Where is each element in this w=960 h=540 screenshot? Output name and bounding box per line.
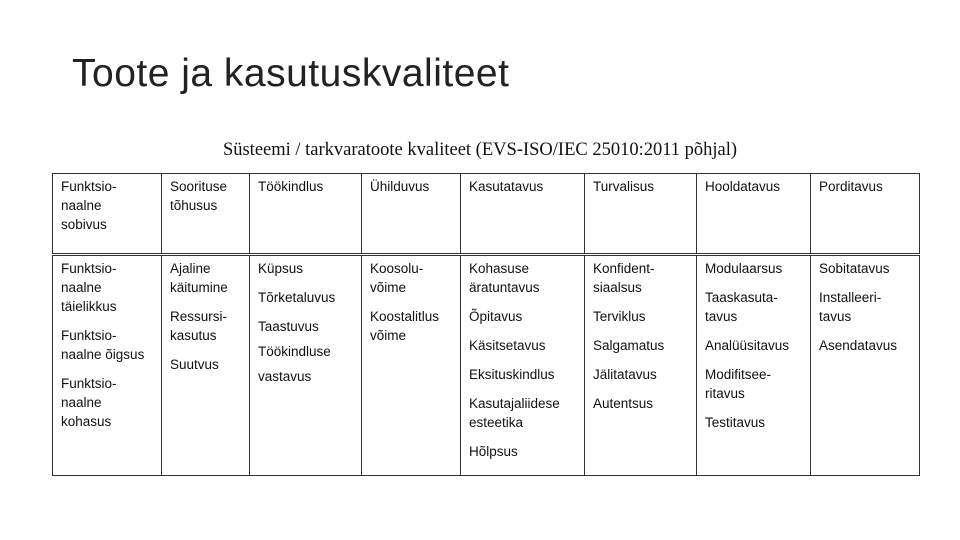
subcharacteristic xyxy=(819,288,914,326)
header-line: Turvalisus xyxy=(593,179,655,194)
subcharacteristic xyxy=(705,259,805,278)
subcharacteristic-line: Ressursi- xyxy=(170,309,228,324)
subcharacteristic-line: Kasutajaliidese xyxy=(469,396,560,411)
subcharacteristic-line: Sobitatavus xyxy=(819,261,890,276)
subcharacteristic-line: Suutvus xyxy=(170,357,219,372)
subcharacteristic xyxy=(469,442,579,461)
subcharacteristics-cell xyxy=(250,255,362,476)
subcharacteristic xyxy=(258,367,356,386)
header-line: Töökindlus xyxy=(258,179,324,194)
subcharacteristic-line: naalne xyxy=(61,395,102,410)
subcharacteristic-line: Eksituskindlus xyxy=(469,367,555,382)
subcharacteristic-line: ritavus xyxy=(705,386,745,401)
subcharacteristic xyxy=(258,259,356,278)
header-line: Soorituse xyxy=(170,179,228,194)
subcharacteristic-line: kasutus xyxy=(170,328,217,343)
subcharacteristic-line: Asendatavus xyxy=(819,338,898,353)
subcharacteristic xyxy=(258,317,356,336)
subcharacteristic-line: esteetika xyxy=(469,415,524,430)
header-line: Hooldatavus xyxy=(705,179,781,194)
subcharacteristic xyxy=(593,365,691,384)
subcharacteristics-cell xyxy=(811,255,920,476)
subcharacteristic xyxy=(469,394,579,432)
subcharacteristic xyxy=(705,288,805,326)
subcharacteristic xyxy=(61,374,156,431)
subcharacteristic-line: siaalsus xyxy=(593,280,642,295)
subcharacteristic-line: Koosolu- xyxy=(370,261,424,276)
subcharacteristics-cell xyxy=(697,255,811,476)
subcharacteristic-line: Modifitsee- xyxy=(705,367,772,382)
characteristic-header xyxy=(697,174,811,255)
subcharacteristic-line: Installeeri- xyxy=(819,290,882,305)
subcharacteristics-row xyxy=(53,255,920,476)
subcharacteristics-cell xyxy=(585,255,697,476)
subcharacteristic-line: Küpsus xyxy=(258,261,304,276)
subcharacteristic xyxy=(705,413,805,432)
characteristic-header xyxy=(162,174,250,255)
subcharacteristic-line: kohasus xyxy=(61,414,112,429)
subcharacteristic xyxy=(593,336,691,355)
subcharacteristic-line: Konfident- xyxy=(593,261,655,276)
subcharacteristic xyxy=(170,355,244,374)
subcharacteristic-line: Taaskasuta- xyxy=(705,290,778,305)
quality-table xyxy=(52,173,920,476)
subcharacteristic xyxy=(593,394,691,413)
subcharacteristic xyxy=(593,259,691,297)
subcharacteristic-line: Töökindluse xyxy=(258,344,331,359)
subcharacteristic-line: naalne xyxy=(61,280,102,295)
subcharacteristics-cell xyxy=(162,255,250,476)
characteristic-header xyxy=(811,174,920,255)
subcharacteristic-line: naalne õigsus xyxy=(61,347,145,362)
subcharacteristic-line: vastavus xyxy=(258,369,312,384)
subcharacteristic-line: Funktsio- xyxy=(61,261,117,276)
subcharacteristic-line: Testitavus xyxy=(705,415,766,430)
header-line: Porditavus xyxy=(819,179,883,194)
table-caption: Süsteemi / tarkvaratoote kvaliteet (EVS-ISO/IEC 25010:2011 põhjal) xyxy=(222,140,738,160)
subcharacteristic xyxy=(469,336,579,355)
subcharacteristic xyxy=(61,259,156,316)
subcharacteristic-line: Õpitavus xyxy=(469,309,523,324)
subcharacteristic-line: Funktsio- xyxy=(61,328,117,343)
subcharacteristic xyxy=(705,365,805,403)
subcharacteristic-line: tavus xyxy=(705,309,738,324)
subcharacteristic-line: võime xyxy=(370,328,407,343)
subcharacteristic xyxy=(469,259,579,297)
header-line: sobivus xyxy=(61,217,107,232)
header-line: tõhusus xyxy=(170,198,218,213)
characteristic-header xyxy=(585,174,697,255)
subcharacteristic xyxy=(61,326,156,364)
subcharacteristic-line: Modulaarsus xyxy=(705,261,783,276)
subcharacteristic xyxy=(469,307,579,326)
subcharacteristic xyxy=(170,259,244,297)
subcharacteristic-line: Autentsus xyxy=(593,396,654,411)
subcharacteristics-cell xyxy=(461,255,585,476)
header-row xyxy=(53,174,920,255)
characteristic-header xyxy=(53,174,162,255)
subcharacteristic-line: Funktsio- xyxy=(61,376,117,391)
slide-title: Toote ja kasutuskvaliteet xyxy=(72,52,510,95)
subcharacteristic-line: äratuntavus xyxy=(469,280,540,295)
subcharacteristic-line: Kohasuse xyxy=(469,261,530,276)
characteristic-header xyxy=(250,174,362,255)
subcharacteristic xyxy=(819,336,914,355)
header-line: Ühilduvus xyxy=(370,179,430,194)
subcharacteristic-line: Analüüsitavus xyxy=(705,338,790,353)
subcharacteristic xyxy=(370,307,455,345)
subcharacteristic xyxy=(819,259,914,278)
characteristic-header xyxy=(362,174,461,255)
subcharacteristic-line: Käsitsetavus xyxy=(469,338,546,353)
subcharacteristic-line: Jälitatavus xyxy=(593,367,657,382)
subcharacteristic-line: Tõrketaluvus xyxy=(258,290,336,305)
subcharacteristic-line: Koostalitlus xyxy=(370,309,440,324)
characteristic-header xyxy=(461,174,585,255)
subcharacteristic xyxy=(469,365,579,384)
subcharacteristic xyxy=(170,307,244,345)
header-line: Kasutatavus xyxy=(469,179,544,194)
subcharacteristic-line: täielikkus xyxy=(61,299,117,314)
subcharacteristic-line: Taastuvus xyxy=(258,319,319,334)
subcharacteristic-line: Salgamatus xyxy=(593,338,665,353)
header-line: naalne xyxy=(61,198,102,213)
subcharacteristic xyxy=(705,336,805,355)
subcharacteristics-cell xyxy=(53,255,162,476)
subcharacteristic xyxy=(370,259,455,297)
subcharacteristic-line: võime xyxy=(370,280,407,295)
header-line: Funktsio- xyxy=(61,179,117,194)
subcharacteristic-line: tavus xyxy=(819,309,852,324)
subcharacteristic-line: Terviklus xyxy=(593,309,646,324)
subcharacteristic-line: Hõlpsus xyxy=(469,444,518,459)
subcharacteristic-line: käitumine xyxy=(170,280,228,295)
subcharacteristics-cell xyxy=(362,255,461,476)
subcharacteristic xyxy=(593,307,691,326)
subcharacteristic xyxy=(258,288,356,307)
subcharacteristic xyxy=(258,342,356,361)
subcharacteristic-line: Ajaline xyxy=(170,261,211,276)
